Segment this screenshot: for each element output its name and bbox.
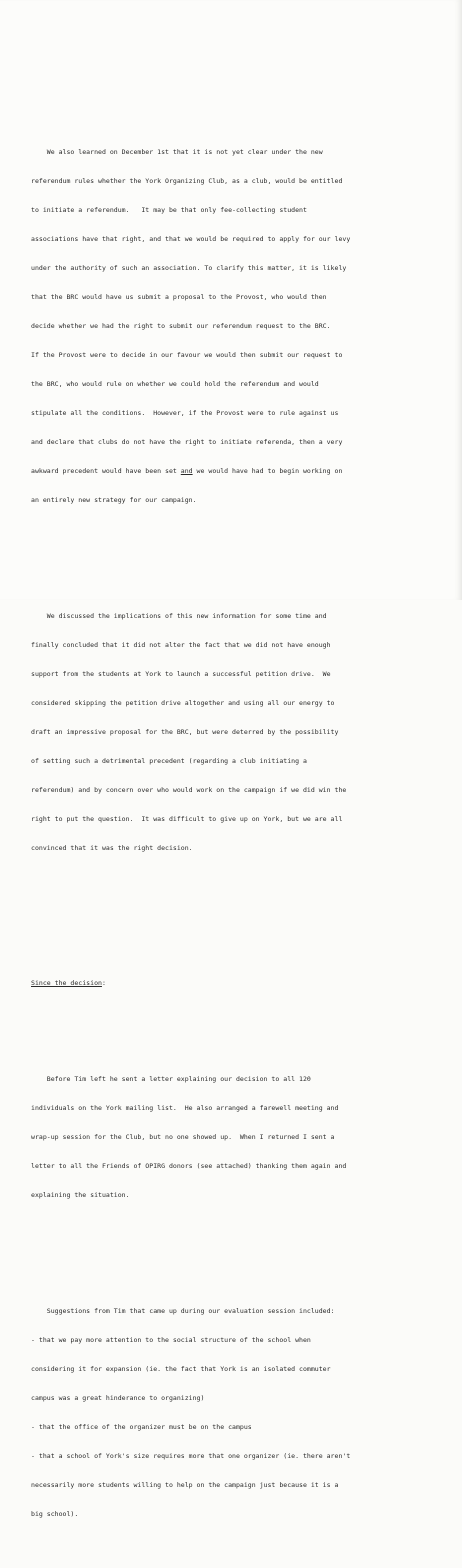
- text-line: finally concluded that it did not alter the fact that we did not have enough: [31, 640, 331, 649]
- text-line: We also learned on December 1st that it is not yet clear under the new: [31, 148, 323, 157]
- text-line: right to put the question. It was difficult to give up on York, but we are all: [31, 814, 343, 823]
- text-line: big school).: [31, 1509, 79, 1518]
- text-line: considering it for expansion (ie. the fact that York is an isolated commuter: [31, 1364, 331, 1373]
- text-span: we would have had to begin working on: [192, 466, 343, 475]
- text-line: [31, 467, 431, 477]
- text-line: decide whether we had the right to submit our referendum request to the BRC.: [31, 322, 331, 331]
- text-line: referendum rules whether the York Organizing Club, as a club, would be entitled: [31, 177, 343, 186]
- text-line: associations have that right, and that we would be required to apply for our levy: [31, 235, 351, 244]
- text-line: individuals on the York mailing list. He also arranged a farewell meeting and: [31, 1104, 339, 1113]
- text-line: and declare that clubs do not have the right to initiate referenda, then a very: [31, 437, 343, 446]
- text-line: necessarily more students willing to help on the campaign just because it is a: [31, 1480, 339, 1489]
- text-line: under the authority of such an association. To clarify this matter, it is likely: [31, 264, 347, 273]
- text-line: the BRC, who would rule on whether we could hold the referendum and would: [31, 380, 319, 389]
- text-line: explaining the situation.: [31, 1191, 130, 1200]
- text-line: - that the office of the organizer must be on the campus: [31, 1422, 252, 1431]
- text-line: If the Provost were to decide in our favour we would then submit our request to: [31, 351, 343, 360]
- text-line: - that a school of York's size requires more that one organizer (ie. there aren't: [31, 1451, 351, 1460]
- text-line: an entirely new strategy for our campaign.: [31, 495, 197, 504]
- text-line: convinced that it was the right decision.: [31, 843, 193, 852]
- text-line: Suggestions from Tim that came up during our evaluation session included:: [31, 1306, 335, 1315]
- text-line: of setting such a detrimental precedent (regarding a club initiating a: [31, 756, 307, 765]
- text-line: referendum) and by concern over who would work on the campaign if we did win the: [31, 785, 347, 794]
- text-line: Before Tim left he sent a letter explaining our decision to all 120: [31, 1075, 311, 1084]
- document-body: [31, 100, 431, 1568]
- paragraph-referendum-rules: [31, 129, 431, 525]
- text-line: We discussed the implications of this new information for some time and: [31, 611, 327, 620]
- text-line: campus was a great hinderance to organizing): [31, 1393, 205, 1402]
- underlined-word: and: [180, 466, 193, 475]
- heading-colon: :: [101, 978, 106, 987]
- text-line: - that we pay more attention to the social structure of the school when: [31, 1335, 311, 1344]
- text-line: that the BRC would have us submit a proposal to the Provost, who would then: [31, 293, 327, 302]
- paragraph-suggestions: [31, 1288, 431, 1539]
- heading-text: Since the decision: [31, 978, 102, 987]
- text-line: considered skipping the petition drive altogether and using all our energy to: [31, 698, 335, 707]
- text-line: support from the students at York to launch a successful petition drive. We: [31, 669, 331, 678]
- text-line: stipulate all the conditions. However, if the Provost were to rule against us: [31, 409, 339, 417]
- text-line: draft an impressive proposal for the BRC, but were deterred by the possibility: [31, 727, 339, 736]
- paragraph-implications: [31, 592, 431, 872]
- text-line: wrap-up session for the Club, but no one showed up. When I returned I sent a: [31, 1133, 335, 1142]
- text-line: letter to all the Friends of OPIRG donors (see attached) thanking them again and: [31, 1162, 347, 1171]
- section-heading: [31, 979, 431, 989]
- text-line: to initiate a referendum. It may be that only fee-collecting student: [31, 206, 307, 215]
- paragraph-since-decision: [31, 1056, 431, 1220]
- text-span: awkward precedent would have been set: [31, 466, 181, 475]
